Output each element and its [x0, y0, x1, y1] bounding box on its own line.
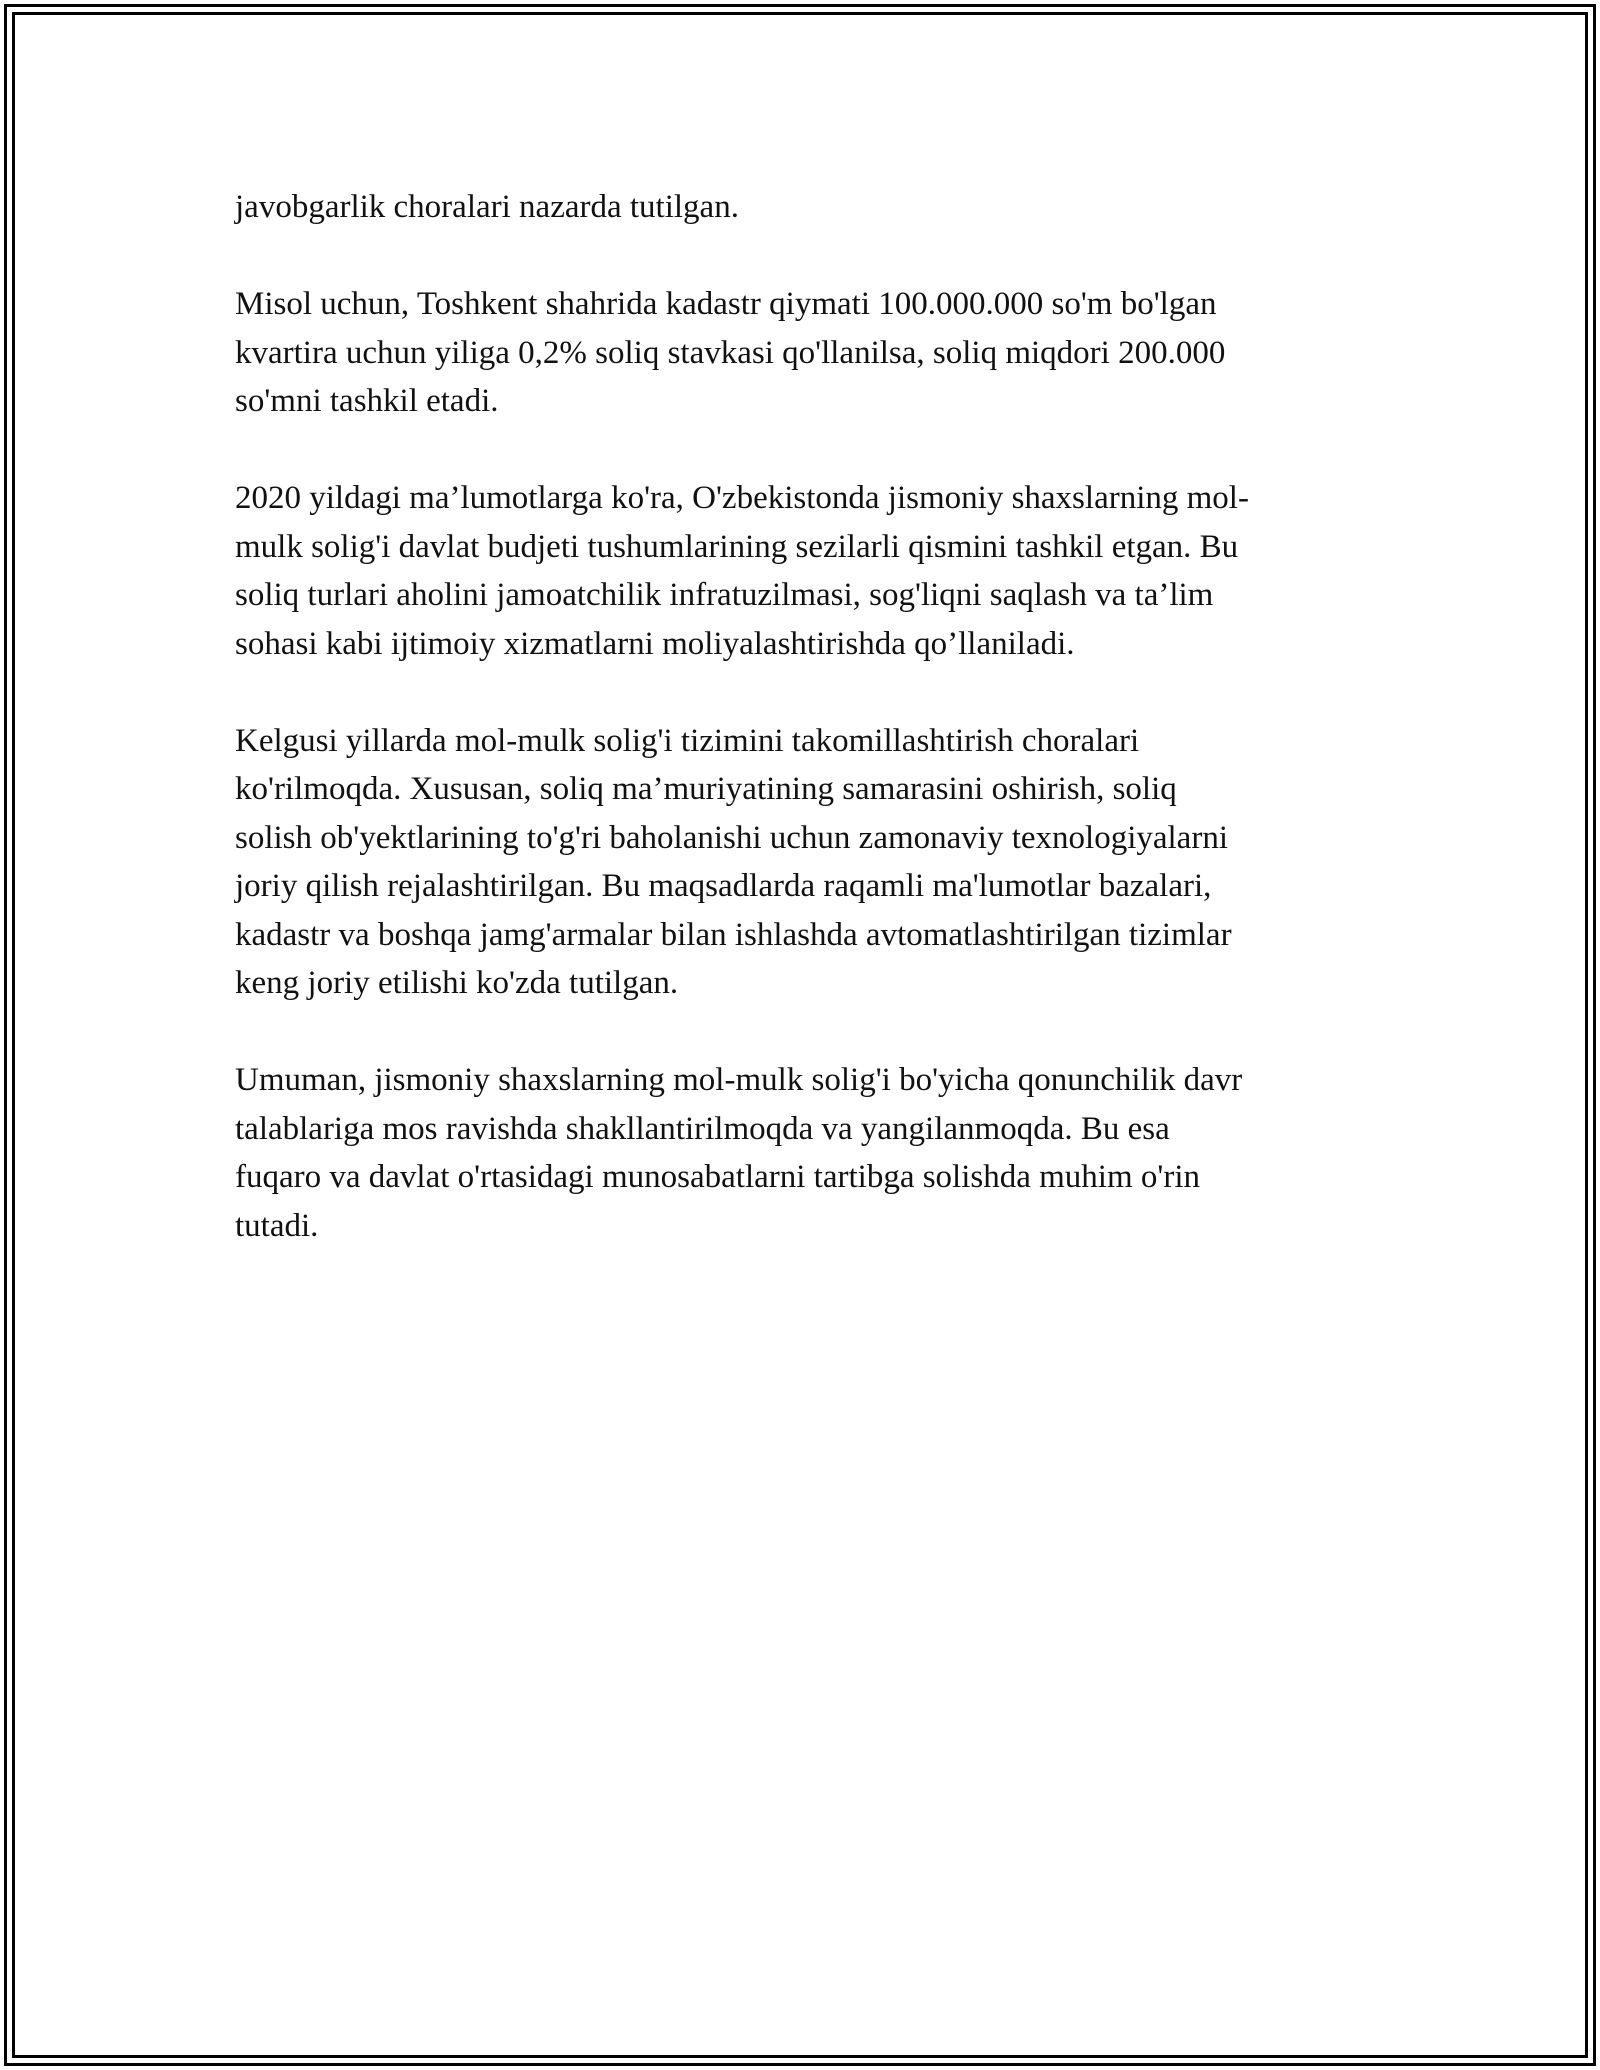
text-line: kvartira uchun yiliga 0,2% soliq stavkasi qo'llanilsa, soliq miqdori 200.000: [235, 334, 1226, 371]
text-line: Misol uchun, Toshkent shahrida kadastr qiymati 100.000.000 so'm bo'lgan: [235, 286, 1217, 322]
text-line: joriy qilish rejalashtirilgan. Bu maqsadlarda raqamli ma'lumotlar bazalari,: [235, 868, 1212, 904]
text-line: mulk solig'i davlat budjeti tushumlarining sezilarli qismini tashkil etgan. Bu: [235, 528, 1239, 565]
text-line: ko'rilmoqda. Xususan, soliq ma’muriyatining samarasini oshirish, soliq: [235, 771, 1177, 807]
text-line: kadastr va boshqa jamg'armalar bilan ishlashda avtomatlashtirilgan tizimlar: [235, 916, 1232, 953]
paragraph-conclusion: [235, 1056, 1375, 1250]
text-line: talablariga mos ravishda shakllantirilmoqda va yangilanmoqda. Bu esa: [235, 1110, 1170, 1147]
text-line: keng joriy etilishi ko'zda tutilgan.: [235, 965, 679, 1001]
text-line: Umuman, jismoniy shaxslarning mol-mulk solig'i bo'yicha qonunchilik davr: [235, 1062, 1243, 1098]
document-body: [235, 183, 1375, 1299]
paragraph-2020-data: [235, 474, 1375, 668]
text-line: solish ob'yektlarining to'g'ri baholanishi uchun zamonaviy texnologiyalarni: [235, 819, 1228, 856]
text-line: fuqaro va davlat o'rtasidagi munosabatlarni tartibga solishda muhim o'rin: [235, 1159, 1200, 1195]
text-line: soliq turlari aholini jamoatchilik infratuzilmasi, sog'liqni saqlash va ta’lim: [235, 577, 1214, 613]
paragraph-example: [235, 280, 1375, 426]
paragraph-future-improvements: [235, 717, 1375, 1008]
text-line: 2020 yildagi ma’lumotlarga ko'ra, O'zbekistonda jismoniy shaxslarning mol-: [235, 480, 1249, 516]
text-line: so'mni tashkil etadi.: [235, 383, 499, 419]
text-line: javobgarlik choralari nazarda tutilgan.: [235, 189, 739, 225]
text-line: sohasi kabi ijtimoiy xizmatlarni moliyalashtirishda qo’llaniladi.: [235, 625, 1075, 662]
text-line: Kelgusi yillarda mol-mulk solig'i tizimini takomillashtirish choralari: [235, 722, 1140, 759]
text-line: tutadi.: [235, 1207, 319, 1244]
paragraph-liability: [235, 183, 1375, 232]
